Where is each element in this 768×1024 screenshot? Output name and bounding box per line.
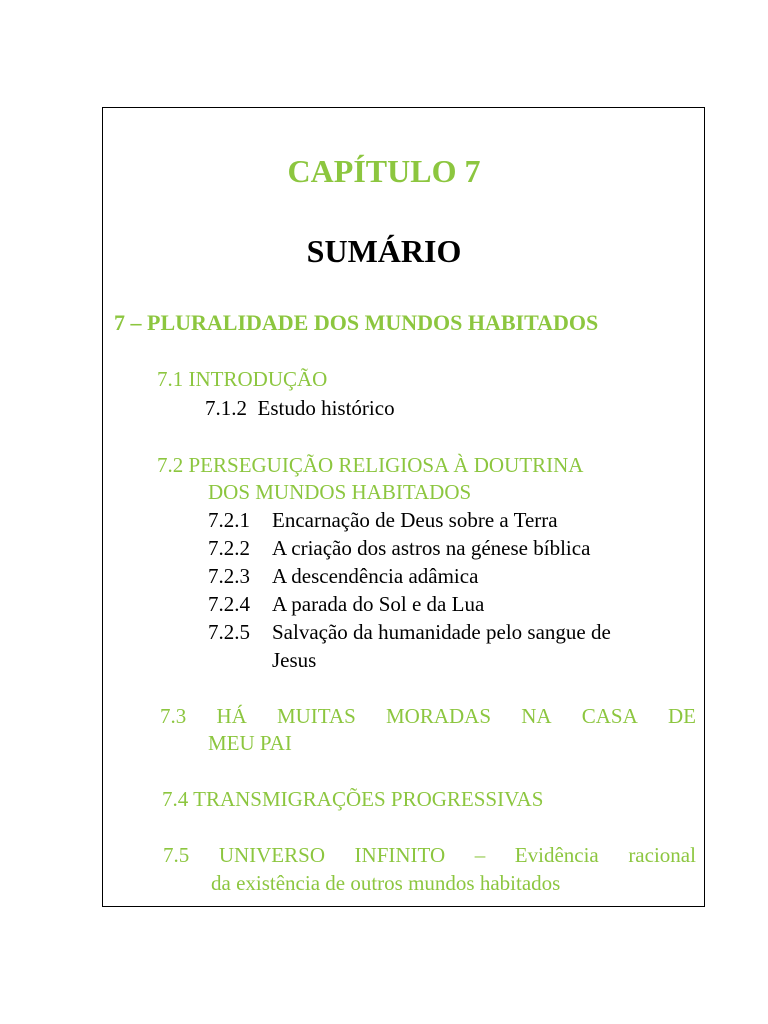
- subsection-text: A parada do Sol e da Lua: [272, 592, 485, 616]
- subsection-number: 7.2.5: [208, 620, 250, 644]
- heading-word: CASA: [581, 704, 638, 728]
- summary-title: SUMÁRIO: [306, 233, 462, 269]
- subsection-7-2-5: [208, 620, 611, 644]
- heading-word: INFINITO: [354, 843, 446, 867]
- section-7-4-heading: 7.4 TRANSMIGRAÇÕES PROGRESSIVAS: [162, 787, 544, 811]
- subsection-7-2-3: [208, 564, 479, 588]
- subsection-7-2-5-continuation: Jesus: [272, 648, 317, 672]
- subsection-text: Salvação da humanidade pelo sangue de: [272, 620, 611, 644]
- subsection-number: 7.1.2: [205, 396, 247, 420]
- subsection-text: A criação dos astros na génese bíblica: [272, 536, 591, 560]
- section-7-3-heading-line2: MEU PAI: [208, 731, 292, 755]
- heading-word: Evidência: [514, 843, 599, 867]
- subsection-number: 7.2.1: [208, 508, 250, 532]
- section-7-5-heading-line1: [163, 845, 696, 866]
- heading-word: –: [474, 843, 486, 867]
- heading-word: racional: [628, 843, 696, 867]
- subsection-number: 7.2.3: [208, 564, 250, 588]
- subsection-7-2-2: [208, 536, 591, 560]
- heading-word: MUITAS: [276, 704, 356, 728]
- subsection-7-2-4: [208, 592, 485, 616]
- heading-word: MORADAS: [385, 704, 492, 728]
- subsection-text: Encarnação de Deus sobre a Terra: [272, 508, 558, 532]
- subsection-7-2-1: [208, 508, 558, 532]
- section-7-1-heading: 7.1 INTRODUÇÃO: [157, 367, 328, 391]
- heading-word: NA: [521, 704, 552, 728]
- heading-word: DE: [667, 704, 696, 728]
- subsection-text: A descendência adâmica: [272, 564, 479, 588]
- subsection-number: 7.2.4: [208, 592, 250, 616]
- chapter-title: CAPÍTULO 7: [287, 153, 481, 189]
- heading-word: 7.3: [160, 704, 187, 728]
- heading-word: HÁ: [216, 704, 247, 728]
- subsection-7-1-2: [205, 398, 395, 419]
- section-7-3-heading-line1: [160, 706, 696, 727]
- subsection-text: Estudo histórico: [257, 396, 395, 420]
- section-7-2-heading-line2: DOS MUNDOS HABITADOS: [208, 480, 472, 504]
- section-7-2-heading-line1: 7.2 PERSEGUIÇÃO RELIGIOSA À DOUTRINA: [157, 453, 584, 477]
- heading-word: UNIVERSO: [218, 843, 325, 867]
- main-heading: 7 – PLURALIDADE DOS MUNDOS HABITADOS: [114, 310, 599, 335]
- heading-word: 7.5: [163, 843, 190, 867]
- subsection-number: 7.2.2: [208, 536, 250, 560]
- section-7-5-heading-line2: da existência de outros mundos habitados: [211, 871, 561, 895]
